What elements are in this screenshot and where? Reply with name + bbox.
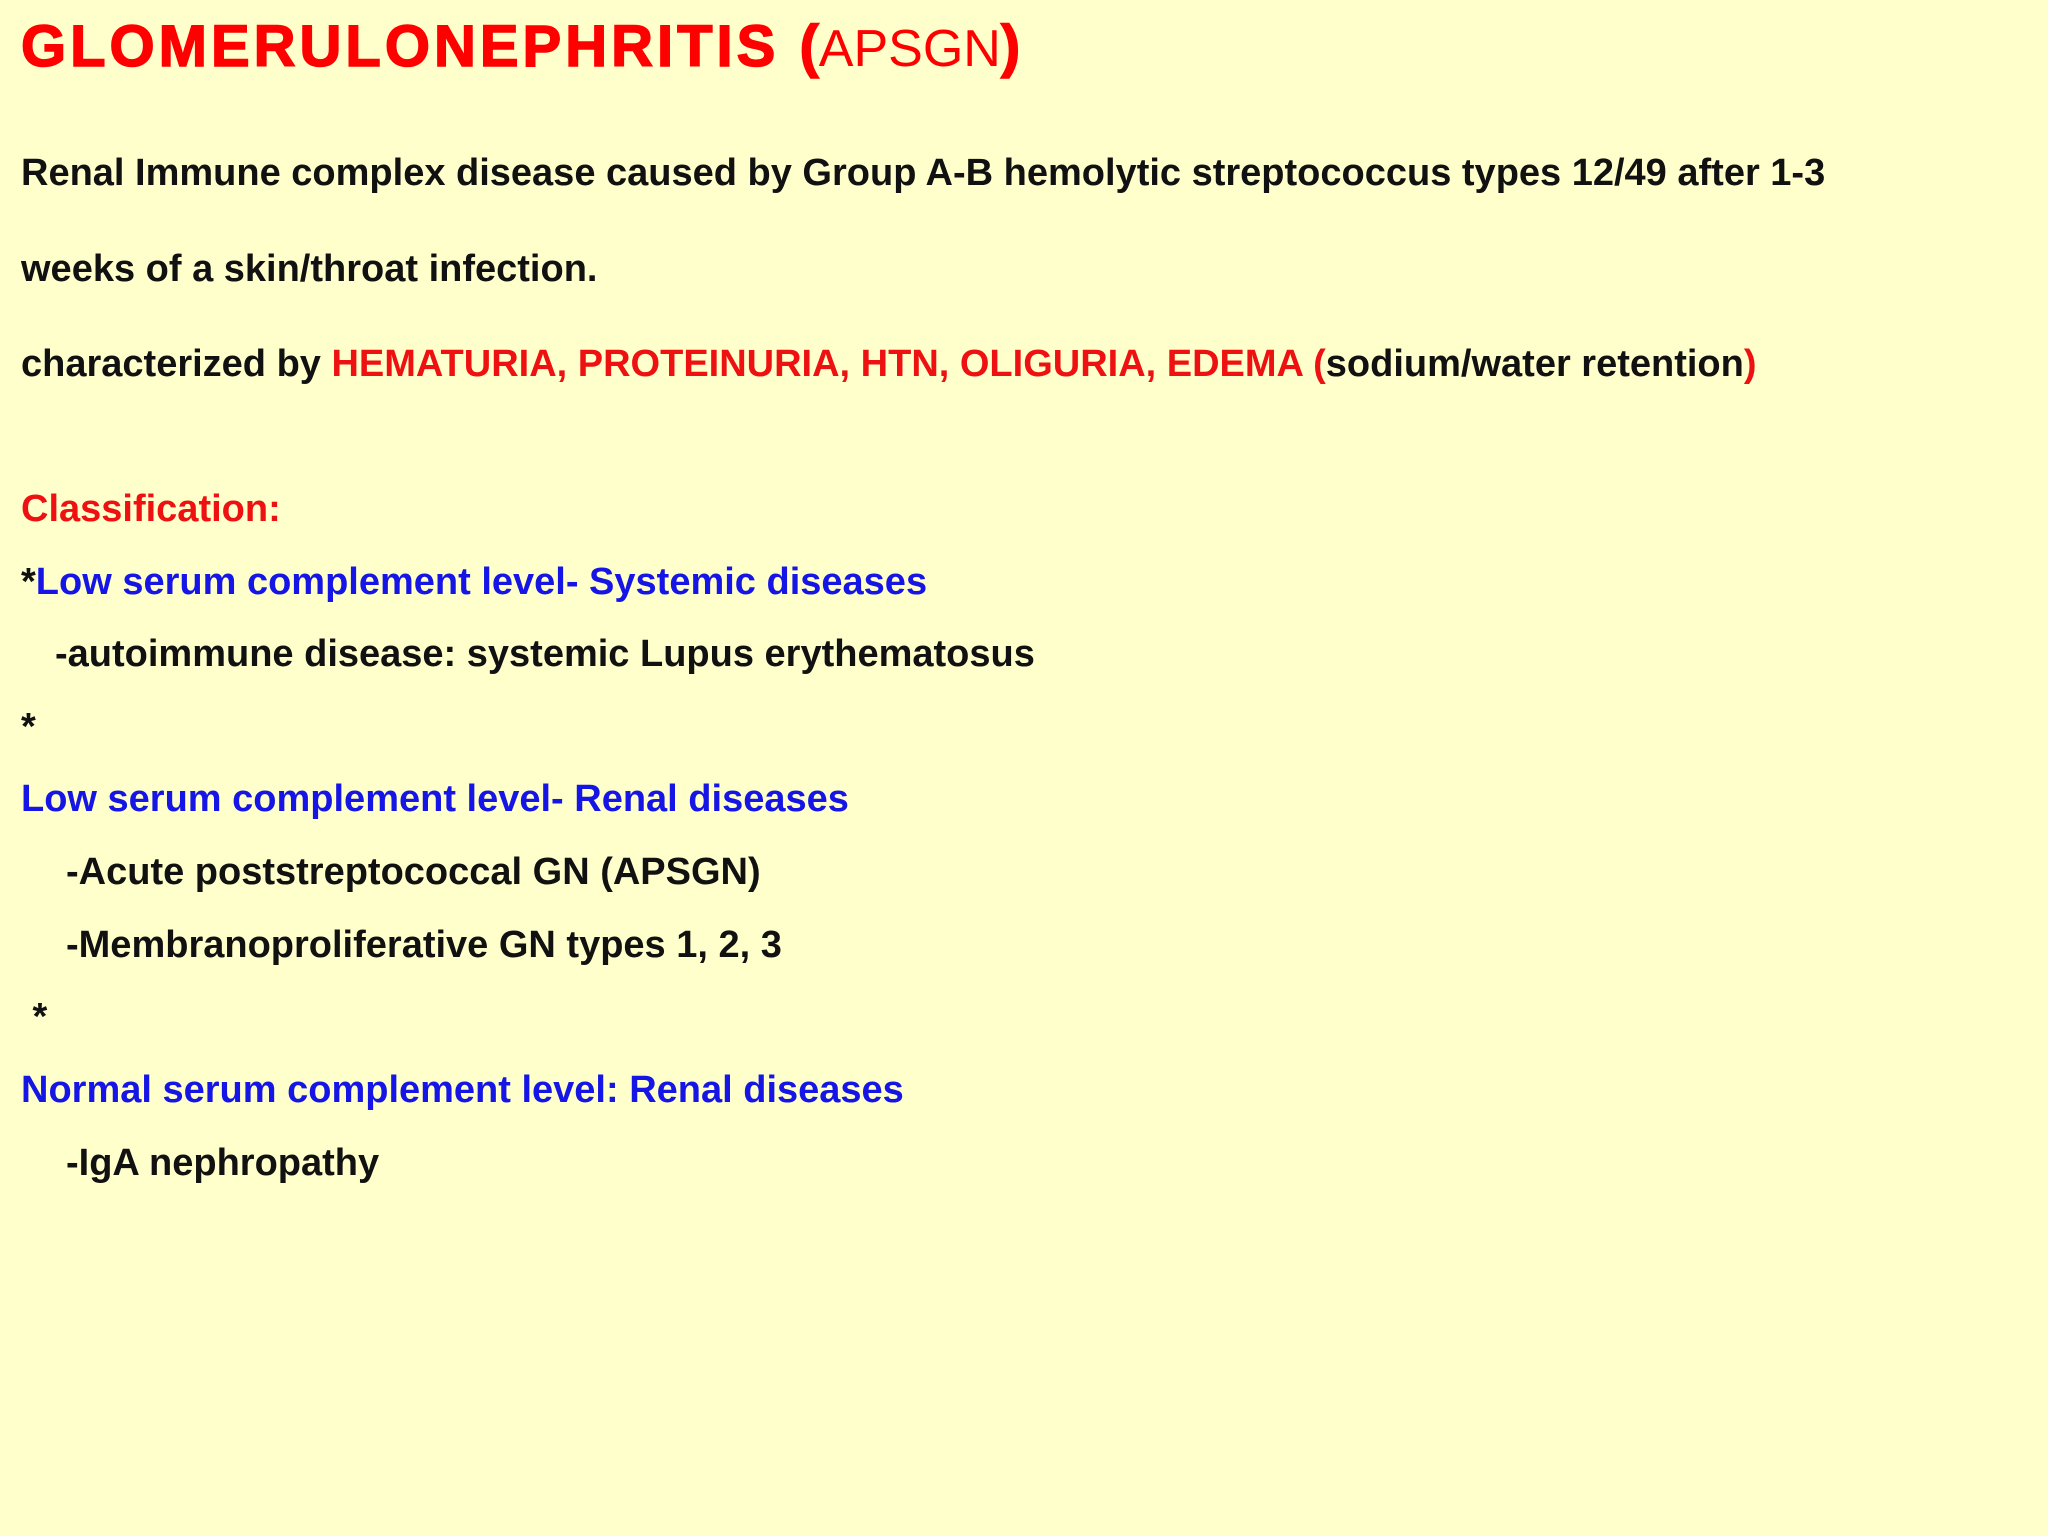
group2-item: -Membranoproliferative GN types 1, 2, 3 [66, 924, 782, 966]
characterized-signs: HEMATURIA, PROTEINURIA, HTN, OLIGURIA, EDEMA [331, 343, 1314, 385]
group2-label: Low serum complement level- Renal diseases [21, 778, 849, 820]
group2-item: -Acute poststreptococcal GN (APSGN) [66, 851, 761, 893]
characterized-close-paren: ) [1743, 343, 1757, 385]
intro-line-2: weeks of a skin/throat infection. [21, 248, 598, 290]
classification-heading: Classification: [21, 488, 281, 530]
title-abbrev: APSGN [818, 20, 1001, 78]
group1-star: * [21, 561, 36, 603]
star-3: * [22, 996, 48, 1038]
group3-label: Normal serum complement level: Renal diseases [21, 1069, 904, 1111]
group1-label: Low serum complement level- Systemic diseases [35, 561, 928, 603]
characterized-line [21, 342, 1757, 386]
slide-title [21, 14, 1020, 82]
group1-heading [21, 560, 927, 604]
characterized-prefix: characterized by [21, 343, 332, 385]
title-open-paren: ( [799, 14, 819, 79]
characterized-open-paren: ( [1313, 343, 1326, 385]
intro-line-1: Renal Immune complex disease caused by Group A-B hemolytic streptococcus types 12/49 after 1-3 [21, 152, 1826, 194]
star-2: * [21, 706, 36, 748]
title-close-paren: ) [1000, 14, 1021, 79]
group3-item: -IgA nephropathy [66, 1142, 380, 1184]
characterized-note: sodium/water retention [1325, 343, 1744, 385]
title-main: GLOMERULONEPHRITIS [21, 14, 800, 79]
group1-item: -autoimmune disease: systemic Lupus erythematosus [55, 633, 1035, 675]
